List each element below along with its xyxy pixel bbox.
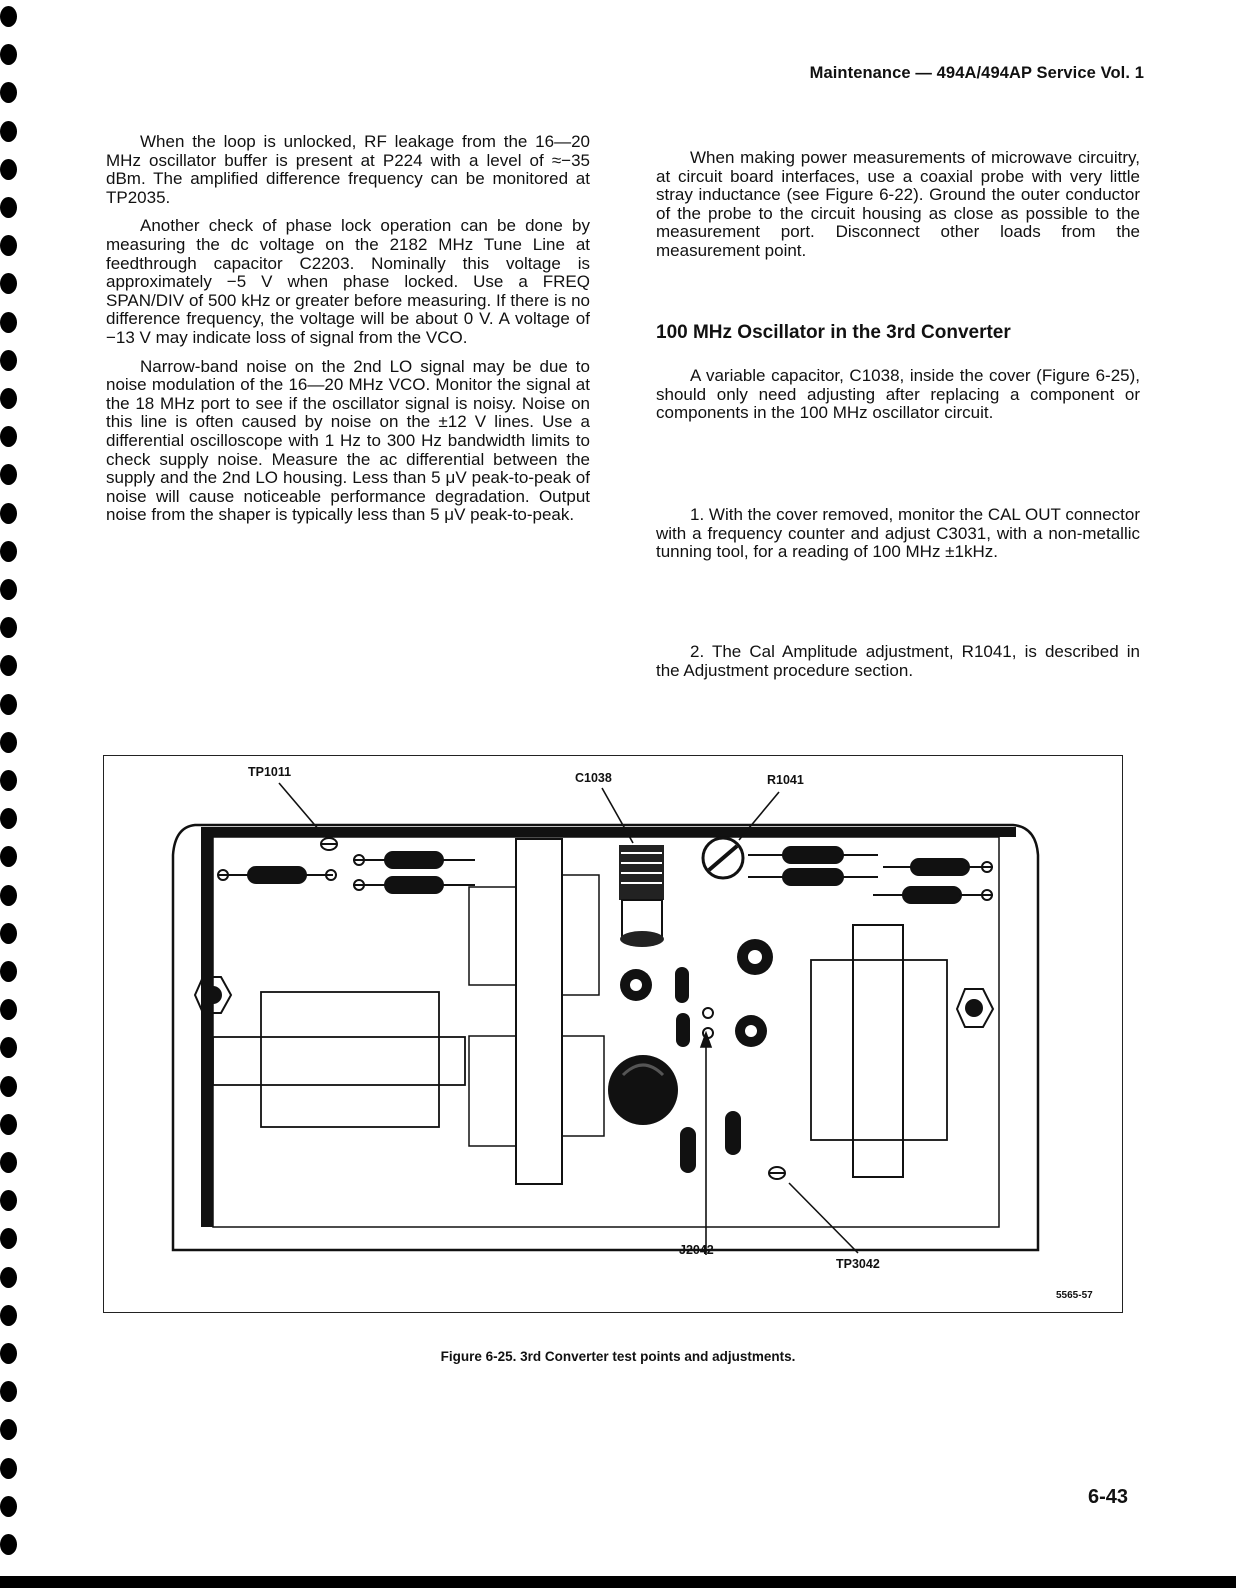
binding-hole [0,388,17,409]
label-j2042: J2042 [679,1243,714,1257]
binding-hole [0,1419,17,1440]
r1041-potentiometer [703,838,743,878]
binding-hole [0,846,17,867]
step-1: 1. With the cover removed, monitor the CAL OUT connector with a frequency counter and adjust C3031, with a non-metallic tunning tool, for a reading of 100 MHz ±1kHz. [656,505,1140,562]
binding-hole [0,82,17,103]
binding-hole [0,1190,17,1211]
leader-lines [279,783,858,1255]
binding-hole [0,923,17,944]
paragraph-narrow-band-noise: Narrow-band noise on the 2nd LO signal may be due to noise modulation of the 16—20 MHz VCO. Monitor the signal at the 18 MHz port to see if the oscillator signal is noisy. Noise on this line is often caused by noise on the ±12 V lines. Use a differential oscilloscope with 1 Hz to 300 Hz bandwidth limits to check supply noise. Measure the ac differential between the supply and the 2nd LO housing. Less than 5 μV peak-to-peak of noise will cause noticeable performance degradation. Output noise from the shaper is typically less than 5 μV peak-to-peak. [106,356,590,525]
binding-hole [0,121,17,142]
j2042-jack [703,1008,713,1018]
binding-hole [0,1152,17,1173]
label-tp1011: TP1011 [248,765,292,779]
binding-hole [0,235,17,256]
scan-bottom-edge [0,1576,1236,1588]
binding-hole [0,770,17,791]
paragraph-power-measurements: When making power measurements of microwave circuitry, at circuit board interfaces, use a coaxial probe with very little stray inductance (see Figure 6-22). Ground the outer conductor of the probe to the circuit housing as close as possible to the measurement port. Disconnect other loads from the measurement point. [656,148,1140,260]
right-column-capacitor [656,367,1140,423]
binding-hole [0,1534,17,1555]
binding-hole [0,6,17,27]
binding-hole [0,1114,17,1135]
label-tp3042: TP3042 [836,1257,880,1271]
binding-hole [0,617,17,638]
right-column-step2 [656,643,1140,680]
binding-hole [0,273,17,294]
binding-hole [0,808,17,829]
binding-hole [0,44,17,65]
binding-hole [0,999,17,1020]
right-column-intro [656,149,1140,261]
paragraph-variable-capacitor: A variable capacitor, C1038, inside the cover (Figure 6-25), should only need adjusting after replacing a component or components in the 100 MHz oscillator circuit. [656,366,1140,423]
binding-hole [0,1228,17,1249]
binding-hole [0,197,17,218]
label-r1041: R1041 [767,773,804,787]
section-heading: 100 MHz Oscillator in the 3rd Converter [656,322,1011,343]
binding-hole [0,732,17,753]
label-c1038: C1038 [575,771,612,785]
binding-hole [0,1076,17,1097]
binding-hole [0,655,17,676]
figure-code: 5565-57 [1056,1290,1093,1301]
resistors [218,847,993,903]
c1038-variable-capacitor [619,845,664,947]
binding-hole [0,1305,17,1326]
circuit-board-drawing [103,755,1123,1313]
binding-hole [0,1496,17,1517]
binding-hole [0,464,17,485]
right-mounting-nut [957,989,993,1027]
binding-hole [0,1458,17,1479]
paragraph-phase-lock-check: Another check of phase lock operation can be done by measuring the dc voltage on the 2182 MHz Tune Line at feedthrough capacitor C2203. Nominally this voltage is approximately −5 V when phase locked. Use a FREQ SPAN/DIV of 500 kHz or greater before measuring. If there is no difference frequency, the voltage will be about 0 V. A voltage of −13 V may indicate loss of signal from the VCO. [106,216,590,347]
binding-hole [0,579,17,600]
paragraph-loop-unlocked: When the loop is unlocked, RF leakage from the 16—20 MHz oscillator buffer is present at P224 with a level of ≈−35 dBm. The amplified difference frequency can be monitored at TP2035. [106,132,590,207]
binding-hole [0,503,17,524]
binding-hole [0,885,17,906]
binding-hole [0,694,17,715]
binding-hole [0,541,17,562]
left-column [106,133,590,525]
binding-hole [0,312,17,333]
figure-caption: Figure 6-25. 3rd Converter test points and adjustments. [440,1349,796,1364]
right-column-step1 [656,506,1140,562]
page-number: 6-43 [1087,1486,1128,1508]
binding-hole [0,1267,17,1288]
running-header: Maintenance — 494A/494AP Service Vol. 1 [809,64,1144,82]
housing-left-rim [201,827,213,1227]
binding-hole [0,426,17,447]
tp1011-test-point [321,838,337,850]
binding-hole [0,350,17,371]
step-2: 2. The Cal Amplitude adjustment, R1041, is described in the Adjustment procedure section. [656,642,1140,680]
binding-hole [0,1381,17,1402]
tp3042-test-point [769,1167,785,1179]
binding-hole [0,1037,17,1058]
binding-hole [0,961,17,982]
binding-hole [0,159,17,180]
